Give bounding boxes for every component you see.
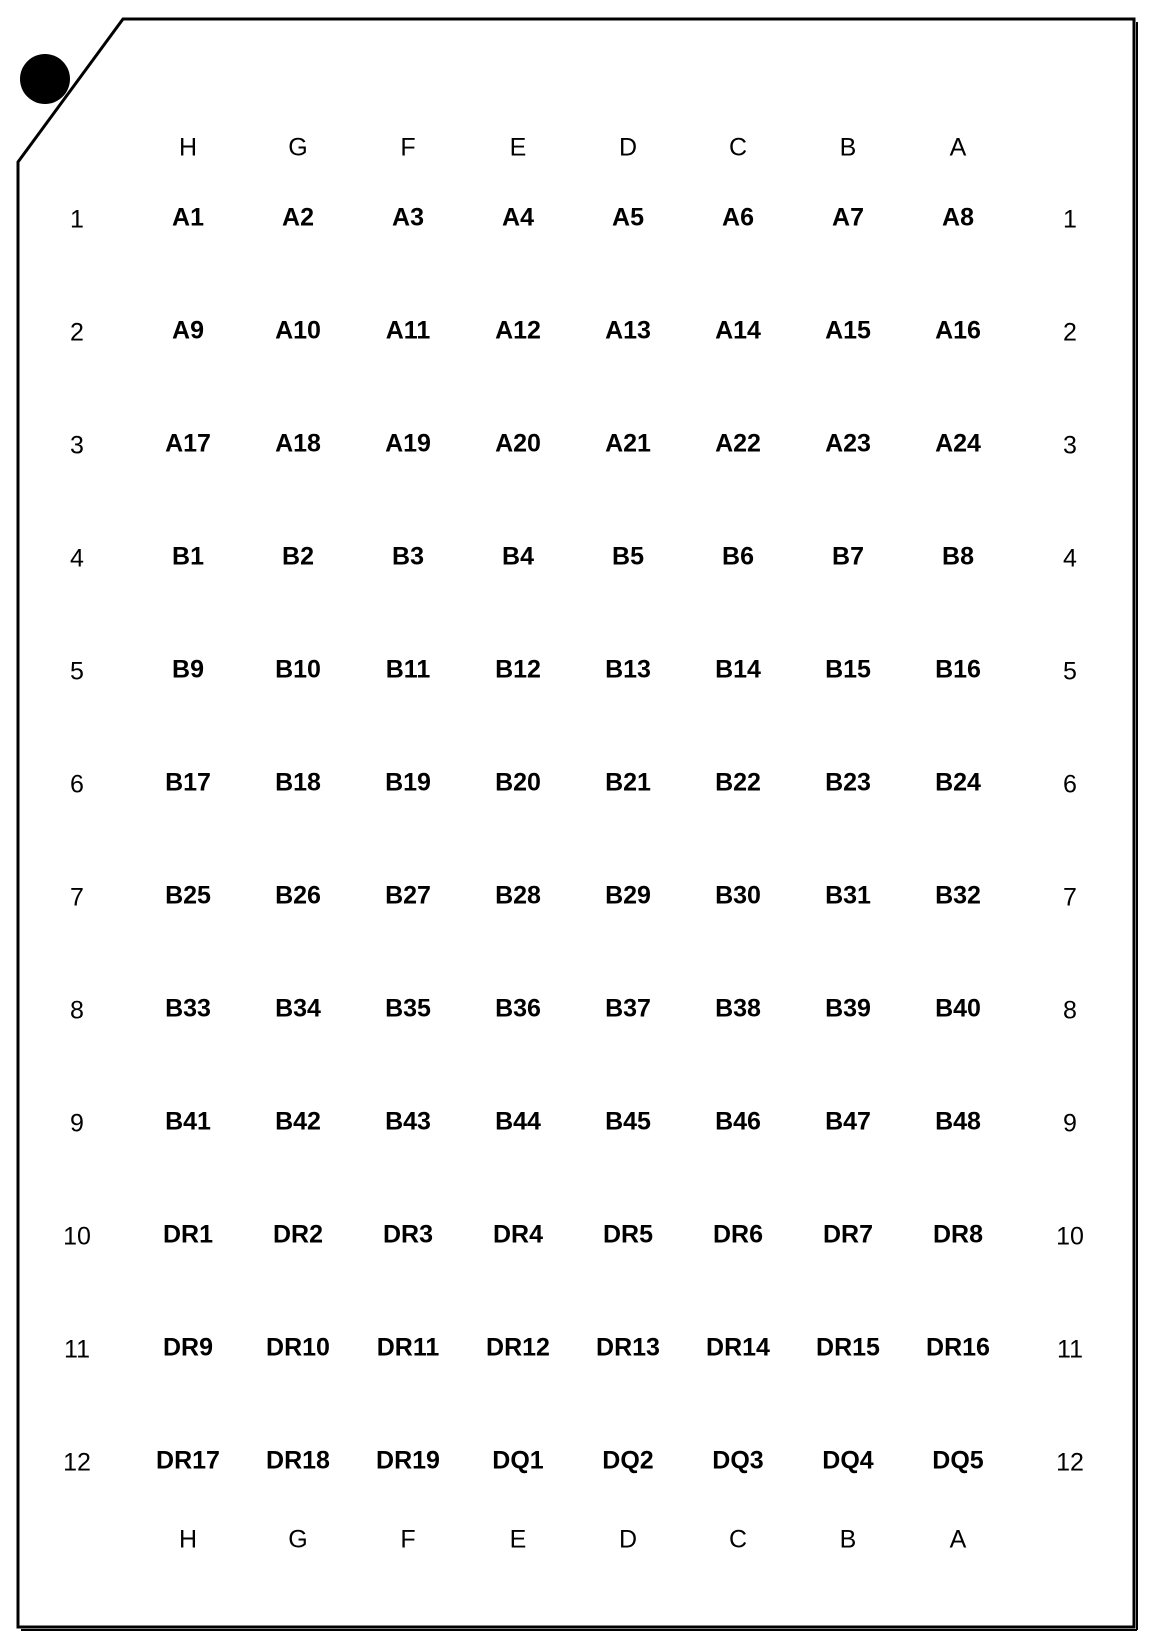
pin-cell: B6 <box>722 542 754 571</box>
pin-cell: A21 <box>605 429 651 458</box>
row-label-right: 12 <box>1056 1448 1084 1477</box>
pin-cell: B47 <box>825 1107 871 1136</box>
pin-cell: A3 <box>392 203 424 232</box>
pin-cell: DQ5 <box>932 1446 984 1475</box>
pin-cell: B38 <box>715 994 761 1023</box>
pin-cell: DR13 <box>596 1333 660 1362</box>
pin-cell: B14 <box>715 655 761 684</box>
row-label-left: 7 <box>70 883 84 912</box>
column-label-bottom: B <box>839 1525 857 1554</box>
column-label-top: C <box>728 133 748 162</box>
pin-cell: B41 <box>165 1107 211 1136</box>
pin-cell: B8 <box>942 542 974 571</box>
pin-cell: A23 <box>825 429 871 458</box>
pin-cell: B48 <box>935 1107 981 1136</box>
column-label-top: F <box>400 133 416 162</box>
row-label-left: 5 <box>70 657 84 686</box>
pin-cell: B19 <box>385 768 431 797</box>
pin-cell: B22 <box>715 768 761 797</box>
row-label-right: 7 <box>1063 883 1077 912</box>
pin-cell: B12 <box>495 655 541 684</box>
pin-cell: A8 <box>942 203 974 232</box>
pin-cell: DQ3 <box>712 1446 764 1475</box>
pin-cell: A14 <box>715 316 761 345</box>
pin-cell: B40 <box>935 994 981 1023</box>
pin-cell: A10 <box>275 316 321 345</box>
package-body <box>18 19 1134 1627</box>
row-label-left: 2 <box>70 318 84 347</box>
pin-cell: B30 <box>715 881 761 910</box>
pin-cell: B9 <box>172 655 204 684</box>
pin-cell: B17 <box>165 768 211 797</box>
pin-cell: B7 <box>832 542 864 571</box>
pin-cell: A24 <box>935 429 981 458</box>
pin-cell: DQ4 <box>822 1446 874 1475</box>
pin-cell: B34 <box>275 994 321 1023</box>
pin-cell: A22 <box>715 429 761 458</box>
pin-cell: B2 <box>282 542 314 571</box>
pin-cell: A15 <box>825 316 871 345</box>
pin-cell: A16 <box>935 316 981 345</box>
pin-cell: B42 <box>275 1107 321 1136</box>
pin-cell: DR9 <box>162 1333 214 1362</box>
pin-cell: A2 <box>282 203 314 232</box>
pin-cell: B4 <box>502 542 534 571</box>
column-label-bottom: E <box>509 1525 527 1554</box>
pin-cell: B32 <box>935 881 981 910</box>
pin-cell: B18 <box>275 768 321 797</box>
pin-cell: B3 <box>392 542 424 571</box>
column-label-top: B <box>839 133 857 162</box>
column-label-top: H <box>178 133 198 162</box>
row-label-right: 9 <box>1063 1109 1077 1138</box>
pin-cell: A11 <box>385 316 431 345</box>
pin-cell: DR5 <box>602 1220 654 1249</box>
row-label-right: 5 <box>1063 657 1077 686</box>
row-label-left: 9 <box>70 1109 84 1138</box>
pin-cell: B28 <box>495 881 541 910</box>
row-label-right: 1 <box>1063 205 1077 234</box>
column-label-top: A <box>949 133 967 162</box>
pin-cell: A17 <box>165 429 211 458</box>
pin-cell: B33 <box>165 994 211 1023</box>
row-label-left: 3 <box>70 431 84 460</box>
row-label-left: 6 <box>70 770 84 799</box>
pin-cell: B13 <box>605 655 651 684</box>
row-label-left: 12 <box>63 1448 91 1477</box>
column-label-top: D <box>618 133 638 162</box>
pin-cell: B15 <box>825 655 871 684</box>
pin-cell: B23 <box>825 768 871 797</box>
row-label-left: 8 <box>70 996 84 1025</box>
pin-cell: A7 <box>832 203 864 232</box>
column-label-bottom: F <box>400 1525 416 1554</box>
pin-cell: B31 <box>825 881 871 910</box>
column-label-bottom: G <box>288 1525 308 1554</box>
pin-cell: B26 <box>275 881 321 910</box>
row-label-right: 2 <box>1063 318 1077 347</box>
pin-cell: B46 <box>715 1107 761 1136</box>
pin-cell: DR16 <box>926 1333 990 1362</box>
pin-cell: DR18 <box>266 1446 330 1475</box>
pin-cell: B1 <box>172 542 204 571</box>
column-label-bottom: A <box>949 1525 967 1554</box>
pin-cell: B5 <box>612 542 644 571</box>
row-label-left: 10 <box>63 1222 91 1251</box>
column-label-bottom: H <box>178 1525 198 1554</box>
pin-cell: A13 <box>605 316 651 345</box>
column-label-top: G <box>288 133 308 162</box>
row-label-right: 8 <box>1063 996 1077 1025</box>
pin-cell: DR2 <box>272 1220 324 1249</box>
pin-cell: DR15 <box>816 1333 880 1362</box>
pin-cell: A4 <box>502 203 534 232</box>
row-label-right: 4 <box>1063 544 1077 573</box>
pin-cell: B16 <box>935 655 981 684</box>
pin-cell: B27 <box>385 881 431 910</box>
row-label-right: 10 <box>1056 1222 1084 1251</box>
pin-cell: B24 <box>935 768 981 797</box>
pin-cell: A20 <box>495 429 541 458</box>
pin-cell: B35 <box>385 994 431 1023</box>
pin-cell: DR17 <box>156 1446 220 1475</box>
row-label-right: 11 <box>1057 1335 1083 1364</box>
pin-cell: DR10 <box>266 1333 330 1362</box>
pin-cell: DR4 <box>492 1220 544 1249</box>
row-label-left: 11 <box>64 1335 90 1364</box>
pin-cell: DR6 <box>712 1220 764 1249</box>
pin-cell: DR11 <box>376 1333 440 1362</box>
pin-cell: DQ2 <box>602 1446 654 1475</box>
pin-cell: B25 <box>165 881 211 910</box>
pin-cell: A1 <box>172 203 204 232</box>
pin-cell: DR3 <box>382 1220 434 1249</box>
row-label-left: 4 <box>70 544 84 573</box>
pin-cell: B20 <box>495 768 541 797</box>
pin-cell: B11 <box>385 655 431 684</box>
pin-cell: B29 <box>605 881 651 910</box>
pin-cell: DR19 <box>376 1446 440 1475</box>
pin-cell: DQ1 <box>492 1446 544 1475</box>
pin-cell: B45 <box>605 1107 651 1136</box>
column-label-bottom: D <box>618 1525 638 1554</box>
pin-cell: DR7 <box>822 1220 874 1249</box>
pin-cell: B10 <box>275 655 321 684</box>
pin-cell: DR8 <box>932 1220 984 1249</box>
row-label-left: 1 <box>70 205 84 234</box>
pin-cell: B37 <box>605 994 651 1023</box>
pin-cell: DR14 <box>706 1333 770 1362</box>
pin-cell: DR1 <box>162 1220 214 1249</box>
pin-cell: B21 <box>605 768 651 797</box>
pin1-indicator-dot <box>20 54 70 104</box>
pin-cell: A18 <box>275 429 321 458</box>
pin-cell: B44 <box>495 1107 541 1136</box>
pin-cell: A6 <box>722 203 754 232</box>
column-label-bottom: C <box>728 1525 748 1554</box>
row-label-right: 6 <box>1063 770 1077 799</box>
pin-cell: B36 <box>495 994 541 1023</box>
pin-cell: A5 <box>612 203 644 232</box>
pin-cell: B39 <box>825 994 871 1023</box>
pin-cell: A9 <box>172 316 204 345</box>
row-label-right: 3 <box>1063 431 1077 460</box>
column-label-top: E <box>509 133 527 162</box>
pin-cell: DR12 <box>486 1333 550 1362</box>
pin-cell: A12 <box>495 316 541 345</box>
pin-cell: B43 <box>385 1107 431 1136</box>
pin-cell: A19 <box>385 429 431 458</box>
